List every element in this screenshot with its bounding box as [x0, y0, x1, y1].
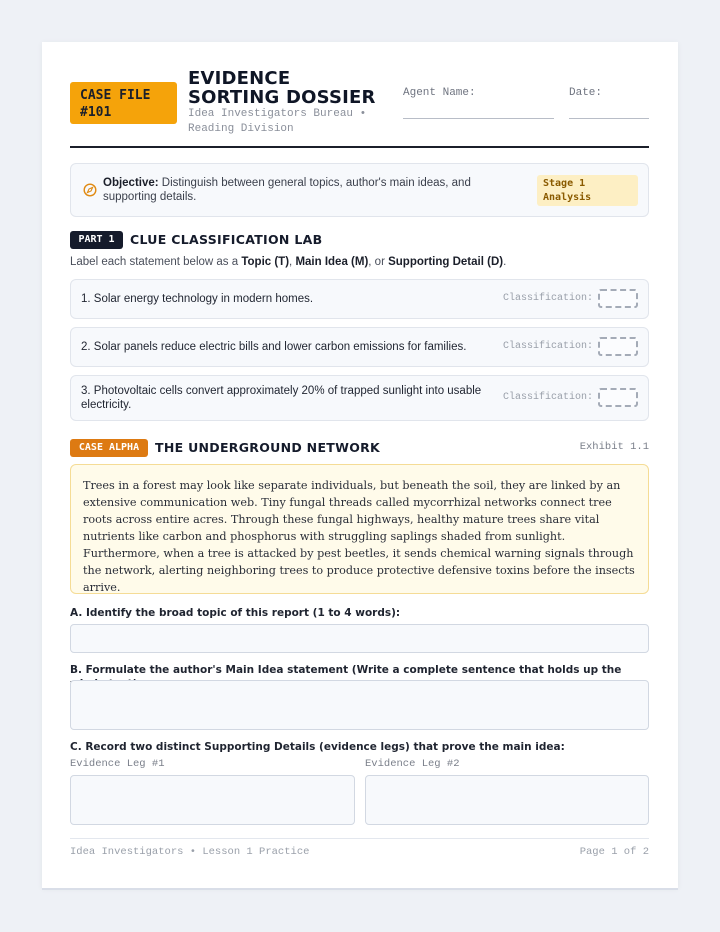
case-badge-line2: #101: [80, 105, 112, 120]
objective-text: [103, 176, 523, 204]
objective-label: Objective:: [103, 177, 159, 189]
instr-suffix: .: [503, 256, 507, 268]
page-number: Page 1 of 2: [579, 846, 649, 858]
evidence-leg-1-field[interactable]: [70, 775, 355, 825]
page-title: EVIDENCE SORTING DOSSIER: [188, 68, 376, 108]
case-file-badge: [70, 82, 177, 124]
compass-icon: [83, 183, 97, 197]
stage-badge: [537, 175, 638, 206]
date-label: Date:: [569, 87, 603, 99]
stage-line1: Stage 1: [543, 178, 586, 189]
case-alpha-title: THE UNDERGROUND NETWORK: [155, 440, 381, 455]
clue-text: 2. Solar panels reduce electric bills and lower carbon emissions for families.: [81, 341, 467, 353]
part-1-instructions: [70, 255, 650, 269]
header-divider: [70, 146, 649, 148]
instr-prefix: Label each statement below as a: [70, 256, 242, 268]
instr-sep2: , or: [368, 256, 389, 268]
part-1-title: CLUE CLASSIFICATION LAB: [130, 232, 323, 247]
classification-label: Classification:: [503, 341, 594, 352]
clue-text: 1. Solar energy technology in modern homes.: [81, 293, 314, 305]
objective-box: [70, 163, 649, 217]
classification-input[interactable]: [598, 337, 638, 356]
agent-name-field[interactable]: [403, 118, 554, 119]
classification-input[interactable]: [598, 388, 638, 407]
instr-sep1: ,: [289, 256, 296, 268]
classification-label: Classification:: [503, 293, 594, 304]
worksheet-page: [42, 42, 678, 888]
question-a: A. Identify the broad topic of this report (1 to 4 words):: [70, 607, 401, 619]
topic-answer-field[interactable]: [70, 624, 649, 653]
evidence-leg-2-field[interactable]: [365, 775, 649, 825]
date-field[interactable]: [569, 118, 649, 119]
clue-card: [70, 279, 649, 319]
clue-text: 3. Photovoltaic cells convert approximately 20% of trapped sunlight into usable electricity.: [81, 385, 482, 411]
instr-topic: Topic (T): [241, 256, 290, 268]
case-alpha-tag: CASE ALPHA: [70, 439, 148, 457]
reading-passage: Trees in a forest may look like separate individuals, but beneath the soil, they are linked by an extensive communication web. Tiny fungal threads called mycorrhizal networks connect tree roots across entire acres. Through these fungal highways, healthy mature trees share vital nutrients like carbon and phosphorus with struggling saplings shaded from sunlight. Furthermore, when a tree is attacked by pest beetles, it sends chemical warning signals through the network, alerting neighboring trees to produce protective defensive toxins before the insects arrive.: [70, 464, 649, 594]
agent-name-label: Agent Name:: [403, 87, 476, 99]
case-badge-line1: CASE FILE: [80, 88, 151, 103]
question-c: C. Record two distinct Supporting Details (evidence legs) that prove the main idea:: [70, 741, 565, 753]
footer-left: Idea Investigators • Lesson 1 Practice: [70, 846, 310, 858]
instr-detail: Supporting Detail (D): [388, 256, 504, 268]
evidence-leg-1-label: Evidence Leg #1: [70, 758, 165, 770]
main-idea-answer-field[interactable]: [70, 680, 649, 730]
evidence-leg-2-label: Evidence Leg #2: [365, 758, 460, 770]
classification-label: Classification:: [503, 392, 594, 403]
clue-card: [70, 327, 649, 367]
exhibit-label: Exhibit 1.1: [579, 441, 649, 453]
footer-divider: [70, 838, 649, 839]
part-1-tag: PART 1: [70, 231, 123, 249]
stage-line2: Analysis: [543, 192, 592, 203]
classification-input[interactable]: [598, 289, 638, 308]
question-b: B. Formulate the author's Main Idea statement (Write a complete sentence that holds up the: [70, 664, 622, 676]
instr-main: Main Idea (M): [295, 256, 369, 268]
clue-card: [70, 375, 649, 421]
objective-body: Distinguish between general topics, author's main ideas, and supporting details.: [103, 177, 471, 203]
page-subtitle: Idea Investigators Bureau • Reading Division: [188, 108, 367, 135]
